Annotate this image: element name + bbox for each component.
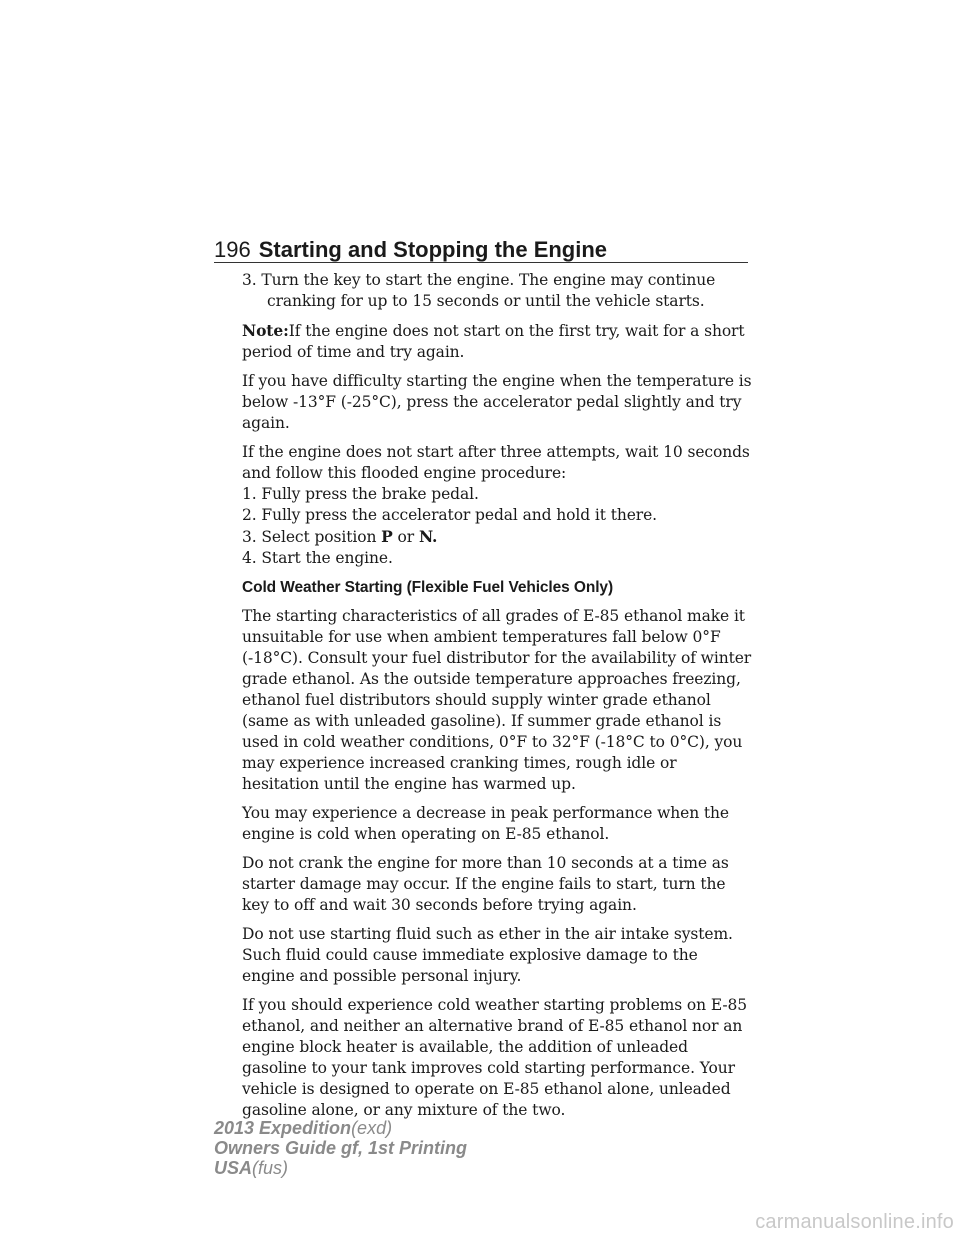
page-number: 196	[214, 237, 251, 262]
flood-step-3-or: or	[392, 528, 419, 546]
step-3-paragraph: 3. Turn the key to start the engine. The engine may continue cranking for up to 15 seconds or until the vehicle starts.	[242, 271, 716, 310]
position-n: N.	[418, 527, 438, 546]
footer-market-code: (fus)	[252, 1158, 289, 1178]
starting-fluid-paragraph: Do not use starting fluid such as ether in the air intake system. Such fluid could cause immediate explosive damage to the engine and possible personal injury.	[242, 925, 733, 985]
header-divider	[214, 262, 748, 263]
cold-weather-problems-paragraph: If you should experience cold weather starting problems on E-85 ethanol, and neither an alternative brand of E-85 ethanol nor an engine block heater is available, the addition of unleaded gasoline to your tank improves cold starting performance. Your vehicle is designed to operate on E-85 ethanol alone, unleaded gasoline alone, or any mixture of the two.	[242, 996, 748, 1119]
position-p: P	[381, 527, 393, 546]
footer-model: 2013 Expedition	[214, 1118, 352, 1138]
footer-line-3	[214, 1158, 467, 1178]
crank-warning-paragraph: Do not crank the engine for more than 10 seconds at a time as starter damage may occur. If the engine fails to start, turn the key to off and wait 30 seconds before trying again.	[242, 854, 729, 914]
flood-step-1: 1. Fully press the brake pedal.	[242, 485, 479, 503]
page-header	[214, 228, 748, 264]
note-paragraph	[242, 320, 752, 363]
page-content	[242, 270, 752, 1129]
cold-weather-heading: Cold Weather Starting (Flexible Fuel Vehicles Only)	[242, 579, 614, 596]
section-title: Starting and Stopping the Engine	[258, 237, 608, 262]
watermark: carmanualsonline.info	[755, 1211, 954, 1233]
footer-line-1	[214, 1118, 467, 1138]
flood-step-2: 2. Fully press the accelerator pedal and hold it there.	[242, 506, 657, 524]
footer-market: USA	[214, 1158, 253, 1178]
page-footer	[214, 1118, 467, 1178]
flooded-engine-paragraph: If the engine does not start after three attempts, wait 10 seconds and follow this flooded engine procedure:	[242, 443, 750, 482]
peak-performance-paragraph: You may experience a decrease in peak performance when the engine is cold when operating on E-85 ethanol.	[242, 804, 730, 843]
note-label: Note:	[242, 321, 289, 340]
flood-step-3-prefix: 3. Select position	[242, 528, 382, 546]
flood-step-4: 4. Start the engine.	[242, 549, 393, 567]
cold-temp-paragraph: If you have difficulty starting the engine when the temperature is below -13°F (-25°C), press the accelerator pedal slightly and try again.	[242, 372, 752, 432]
note-text: If the engine does not start on the first try, wait for a short period of time and try again.	[242, 322, 745, 361]
e85-characteristics-paragraph: The starting characteristics of all grades of E-85 ethanol make it unsuitable for use when ambient temperatures fall below 0°F (-18°C). Consult your fuel distributor for the availability of winter grade ethanol. As the outside temperature approaches freezing, ethanol fuel distributors should supply winter grade ethanol (same as with unleaded gasoline). If summer grade ethanol is used in cold weather conditions, 0°F to 32°F (-18°C to 0°C), you may experience increased cranking times, rough idle or hesitation until the engine has warmed up.	[242, 607, 752, 793]
flood-step-3	[242, 526, 752, 548]
footer-model-code: (exd)	[351, 1118, 393, 1138]
footer-line-2: Owners Guide gf, 1st Printing	[214, 1138, 468, 1158]
